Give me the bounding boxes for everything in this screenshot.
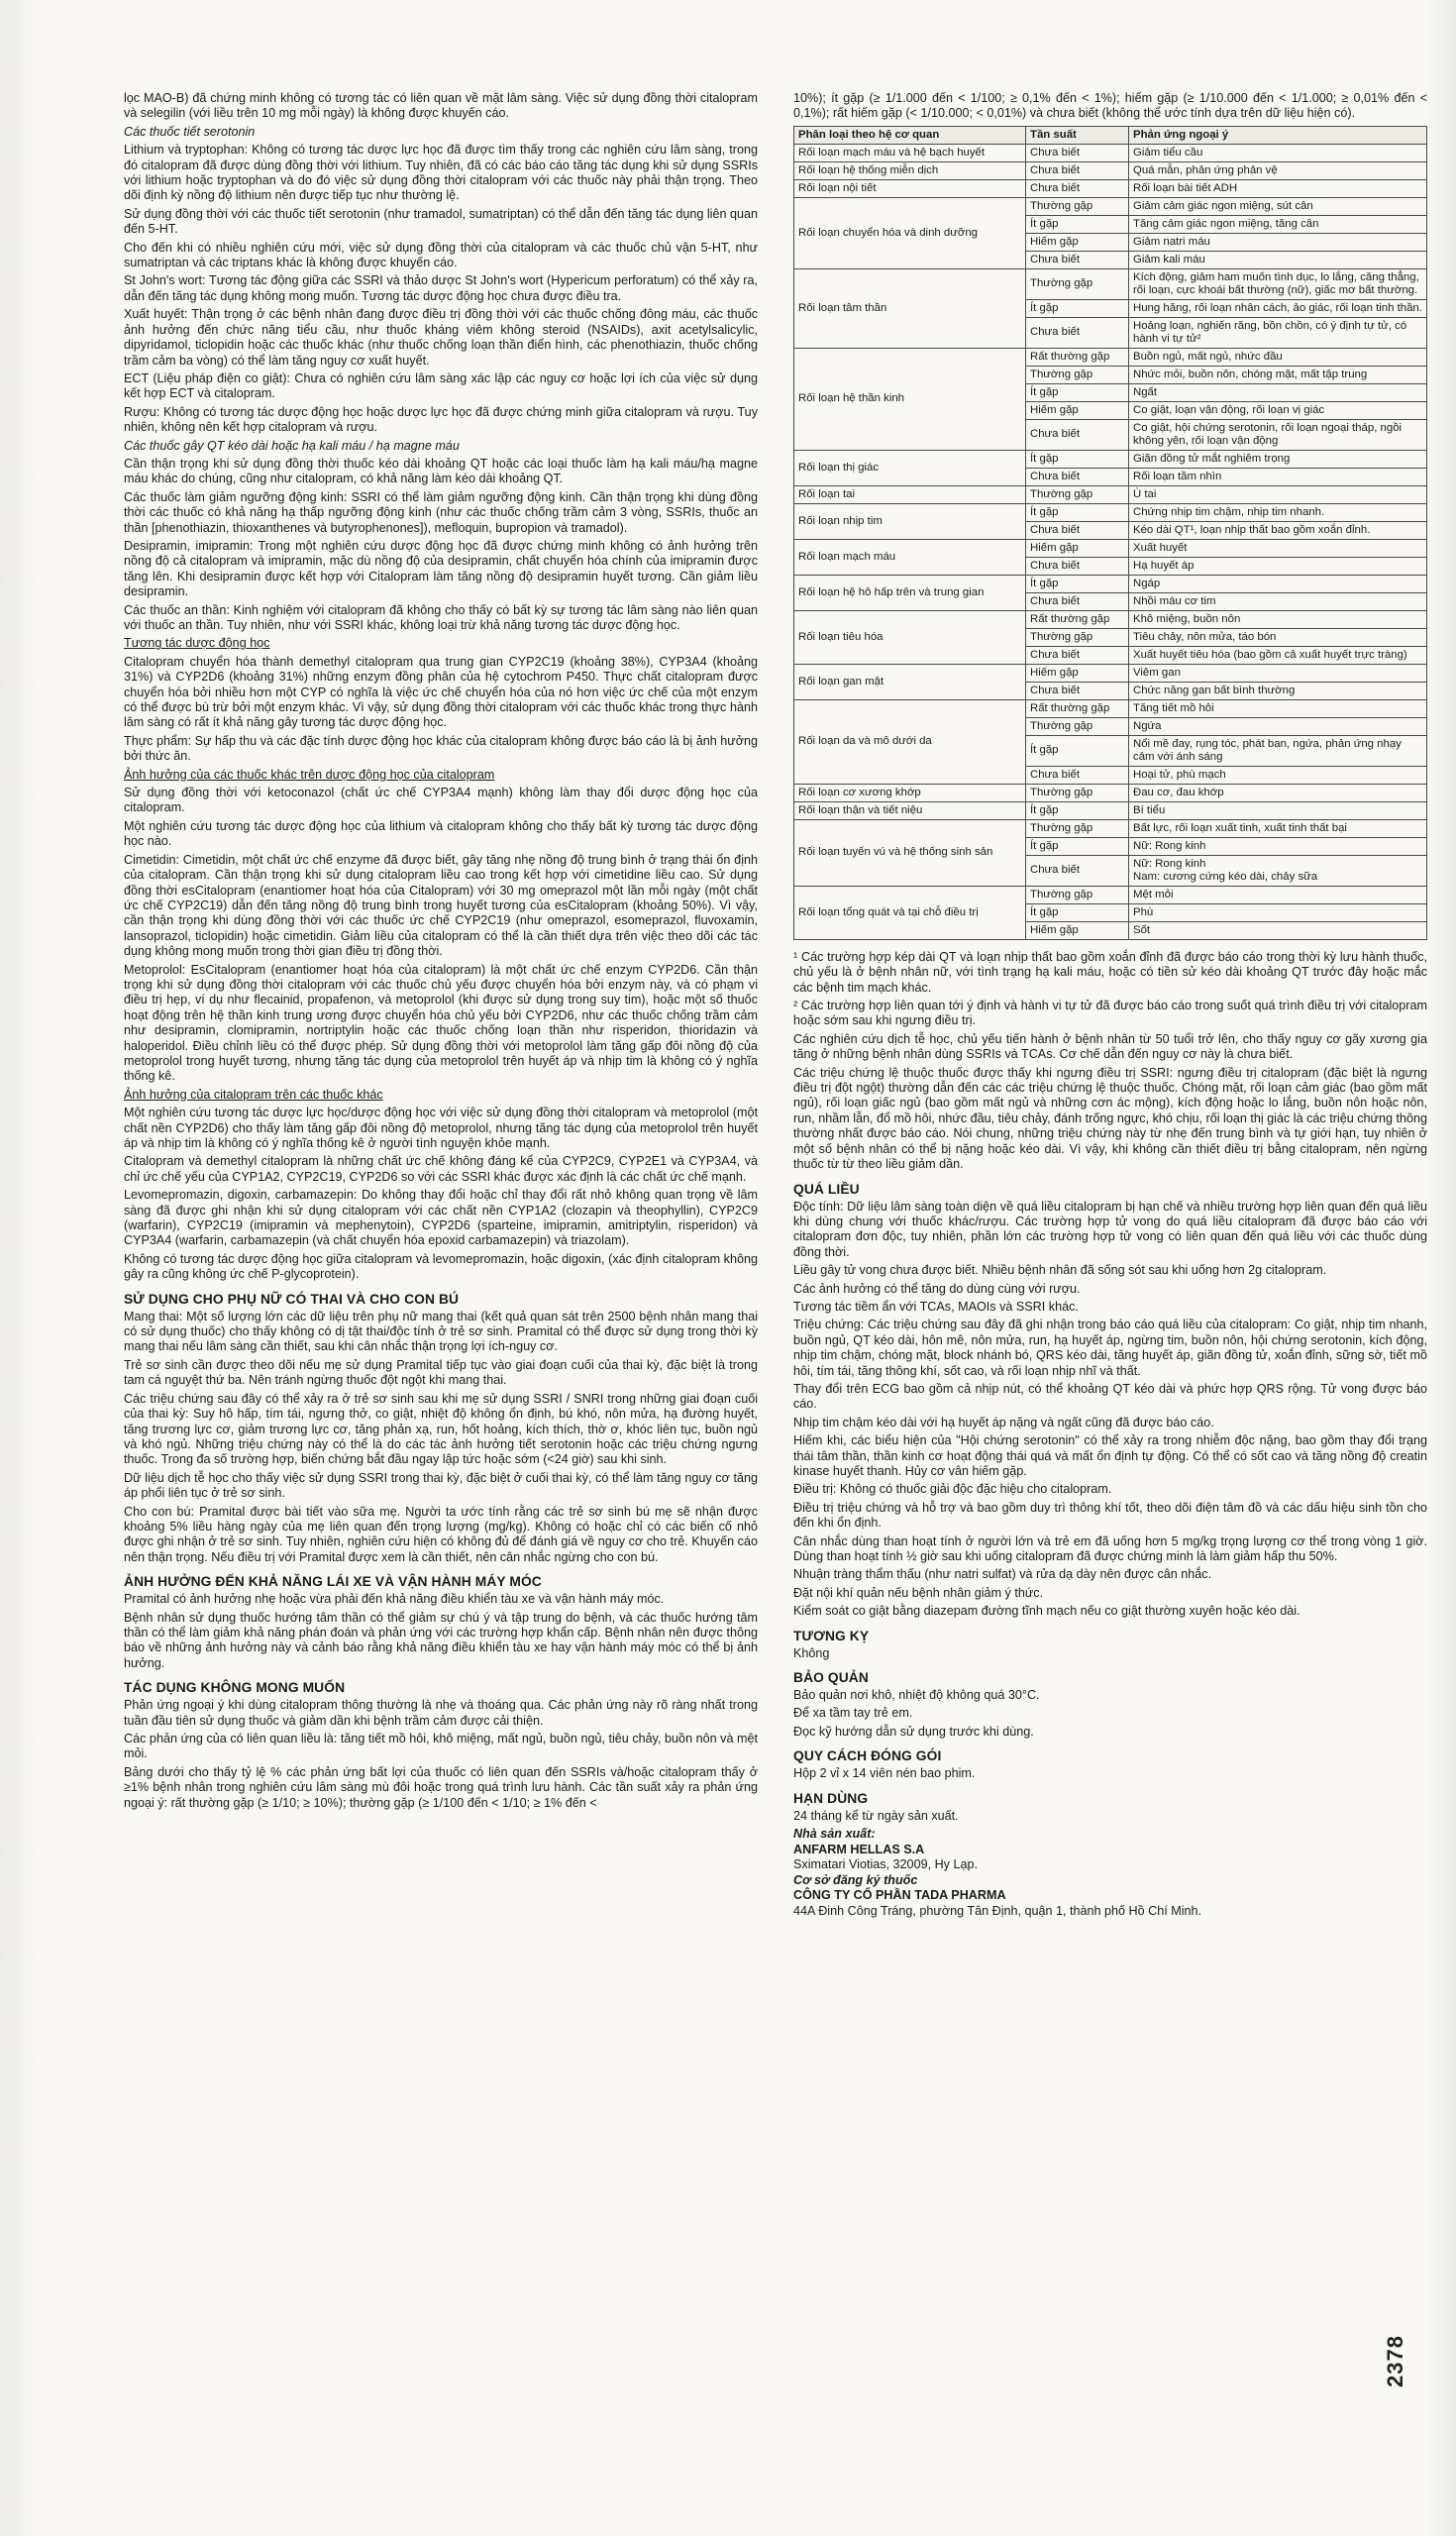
- reaction-cell: Nhồi máu cơ tim: [1129, 592, 1427, 610]
- frequency-cell: Chưa biết: [1026, 419, 1129, 450]
- organ-class-cell: Rối loạn gan mật: [794, 664, 1026, 699]
- table-header-row: [794, 126, 1427, 144]
- frequency-cell: Thường gặp: [1026, 366, 1129, 383]
- reaction-cell: Hoại tử, phù mạch: [1129, 766, 1427, 784]
- frequency-cell: Ít gặp: [1026, 215, 1129, 233]
- frequency-cell: Rất thường gặp: [1026, 348, 1129, 366]
- frequency-cell: Thường gặp: [1026, 819, 1129, 837]
- paragraph: Kiểm soát co giật bằng diazepam đường tĩnh mạch nếu co giật thường xuyên hoặc kéo dài.: [793, 1604, 1300, 1619]
- paragraph: Hiếm khi, các biểu hiện của "Hội chứng serotonin" có thể xảy ra trong nhiễm độc nặng, bao gồm thay đổi trạng thái tâm thần, thần kinh cơ hoạt động thái quá và mất ổn định tự động. Có thể có sốt cao và tăng nồng độ creatin kinase huyết thanh. Hủy cơ vân hiếm gặp.: [793, 1433, 1427, 1478]
- header-reaction: Phản ứng ngoại ý: [1129, 126, 1427, 144]
- reaction-cell: Kéo dài QT¹, loạn nhịp thất bao gồm xoắn đỉnh.: [1129, 521, 1427, 539]
- organ-class-cell: Rối loạn tai: [794, 485, 1026, 503]
- reaction-cell: Rối loạn tầm nhìn: [1129, 468, 1427, 485]
- paragraph: Thực phẩm: Sự hấp thu và các đặc tính dược động học khác của citalopram không được báo cáo là bị ảnh hưởng bởi thức ăn.: [124, 733, 758, 764]
- reaction-cell: Phù: [1129, 903, 1427, 921]
- reaction-cell: Khô miệng, buồn nôn: [1129, 610, 1427, 628]
- organ-class-cell: Rối loạn mạch máu và hệ bạch huyết: [794, 144, 1026, 161]
- paragraph: Không có tương tác dược động học giữa citalopram và levomepromazin, hoặc digoxin, (xác định citalopram không gây ra cũng không ức chế P-glycoprotein).: [124, 1251, 758, 1282]
- reaction-cell: Ngứa: [1129, 717, 1427, 735]
- paragraph: Các triệu chứng lệ thuộc thuốc được thấy khi ngưng điều trị SSRI: ngưng điều trị citalopram (đặc biệt là ngưng điều trị đột ngột) thường dẫn đến các các triệu chứng lệ thuộc thuốc. Chóng mặt, rối loạn cảm giác (bao gồm mất ngủ), rối loạn giấc ngủ (bao gồm mất ngủ và những cơn ác mộng), kích động hoặc lo lắng, buồn nôn hoặc nôn, run, nhầm lẫn, đổ mồ hôi, nhức đầu, tiêu chảy, đánh trống ngực, khó chịu, rối loạn thị giác là các triệu chứng thông thường nhất được báo cáo. Nói chung, những triệu chứng này từ nhẹ đến trung bình và tự giới hạn, tuy nhiên ở một số bệnh nhân có thể bị nặng hoặc kéo dài. Vì vậy, khi không cần thiết điều trị bằng citalopram, nên ngừng thuốc từ từ theo liều giảm dần.: [793, 1065, 1427, 1172]
- paragraph: Các thuốc an thần: Kinh nghiệm với citalopram đã không cho thấy có bất kỳ sự tương tác lâm sàng nào liên quan với thuốc an thần. Tuy nhiên, như với SSRI khác, không loại trừ khả năng tương tác dược động học.: [124, 602, 758, 632]
- frequency-cell: Chưa biết: [1026, 161, 1129, 179]
- frequency-cell: Chưa biết: [1026, 317, 1129, 348]
- reaction-cell: Nổi mề đay, rụng tóc, phát ban, ngứa, phản ứng nhạy cảm với ánh sáng: [1129, 735, 1427, 766]
- organ-class-cell: Rối loạn tổng quát và tại chỗ điều trị: [794, 886, 1026, 939]
- table-row: [794, 819, 1427, 837]
- reaction-cell: Tiêu chảy, nôn mửa, táo bón: [1129, 628, 1427, 646]
- paragraph: Phản ứng ngoại ý khi dùng citalopram thông thường là nhẹ và thoáng qua. Các phản ứng này rõ ràng nhất trong tuần đầu tiên sử dụng thuốc và giảm dần khi bệnh trầm cảm được cải thiện.: [124, 1698, 758, 1728]
- reaction-cell: Rối loạn bài tiết ADH: [1129, 179, 1427, 197]
- frequency-cell: Chưa biết: [1026, 144, 1129, 161]
- paragraph: 24 tháng kể từ ngày sản xuất.: [793, 1808, 959, 1823]
- frequency-cell: Ít gặp: [1026, 801, 1129, 819]
- two-columns: [124, 91, 1427, 2486]
- table-row: [794, 801, 1427, 819]
- underlined-subheading: Tương tác dược động học: [124, 636, 270, 651]
- frequency-cell: Rất thường gặp: [1026, 610, 1129, 628]
- paragraph: Nhuận tràng thẩm thấu (như natri sulfat) và rửa dạ dày nên được cân nhắc.: [793, 1567, 1212, 1582]
- table-row: [794, 699, 1427, 717]
- organ-class-cell: Rối loạn hệ thần kinh: [794, 348, 1026, 450]
- right-column: [793, 91, 1427, 2486]
- reaction-cell: Giảm kali máu: [1129, 251, 1427, 268]
- table-row: [794, 610, 1427, 628]
- frequency-cell: Thường gặp: [1026, 784, 1129, 801]
- paragraph: Pramital có ảnh hưởng nhẹ hoặc vừa phải đến khả năng điều khiển tàu xe và vận hành máy móc.: [124, 1592, 665, 1607]
- reaction-cell: Sốt: [1129, 921, 1427, 939]
- paragraph: Hộp 2 vỉ x 14 viên nén bao phim.: [793, 1766, 976, 1781]
- table-row: [794, 161, 1427, 179]
- table-footnote: ¹ Các trường hợp kép dài QT và loạn nhịp thất bao gồm xoắn đỉnh đã được báo cáo trong thời kỳ lưu hành thuốc, chủ yếu là ở bệnh nhân nữ, với tình trạng hạ kali máu, hoặc có tiền sử kéo dài khoảng QT trước đây hoặc mắc các bệnh tim mạch khác.: [793, 949, 1427, 995]
- frequency-cell: Chưa biết: [1026, 592, 1129, 610]
- paragraph: Cho con bú: Pramital được bài tiết vào sữa mẹ. Người ta ước tính rằng các trẻ sơ sinh bú mẹ sẽ nhận được khoảng 5% liều hàng ngày của mẹ liên quan đến trọng lượng (mg/kg). Không có hoặc chỉ có các biến cố nhỏ được ghi nhận ở trẻ sơ sinh. Tuy nhiên, nghiên cứu hiện có không đủ để đánh giá về nguy cơ cho trẻ. Khuyến cáo nên thận trọng. Nếu điều trị với Pramital được xem là cần thiết, nên cân nhắc ngừng cho con bú.: [124, 1504, 758, 1564]
- reaction-cell: Mệt mỏi: [1129, 886, 1427, 903]
- paragraph: St John's wort: Tương tác động giữa các SSRI và thảo dược St John's wort (Hypericum perforatum) có thể xảy ra, dẫn đến tăng tác dụng không mong muốn. Tương tác dược động học chưa được điều tra.: [124, 273, 758, 303]
- paragraph: Dữ liệu dịch tễ học cho thấy việc sử dụng SSRI trong thai kỳ, đặc biệt ở cuối thai kỳ, có thể làm tăng nguy cơ tăng áp phổi liên tục ở trẻ sơ sinh.: [124, 1470, 758, 1501]
- paragraph: Cân nhắc dùng than hoạt tính ở người lớn và trẻ em đã uống hơn 5 mg/kg trọng lượng cơ thể trong vòng 1 giờ. Dùng than hoạt tính ½ giờ sau khi uống citalopram đã được chứng minh là làm giảm hấp thu 50%.: [793, 1533, 1427, 1564]
- registrant-label: Cơ sở đăng ký thuốc: [793, 1872, 918, 1887]
- table-row: [794, 268, 1427, 299]
- reaction-cell: Ngáp: [1129, 575, 1427, 592]
- frequency-cell: Chưa biết: [1026, 766, 1129, 784]
- reaction-cell: Ù tai: [1129, 485, 1427, 503]
- manufacturer-address: Sximatari Viotias, 32009, Hy Lạp.: [793, 1857, 978, 1872]
- reaction-cell: Giảm tiểu cầu: [1129, 144, 1427, 161]
- section-heading: HẠN DÙNG: [793, 1790, 869, 1806]
- frequency-cell: Ít gặp: [1026, 735, 1129, 766]
- paragraph: Bệnh nhân sử dụng thuốc hướng tâm thần có thể giảm sự chú ý và tập trung do bệnh, và các thuốc hướng tâm thần có thể làm giảm khả năng phán đoán và phản ứng với các trường hợp khẩn cấp. Bệnh nhân nên được thông báo về những ảnh hưởng này và cảnh báo rằng khả năng điều khiển tàu xe hay vận hành máy móc có thể bị ảnh hưởng.: [124, 1610, 758, 1670]
- paragraph: Citalopram và demethyl citalopram là những chất ức chế không đáng kể của CYP2C9, CYP2E1 và CYP3A4, và chỉ ức chế yếu của CYP1A2, CYP2C19, CYP2D6 so với các SSRI khác được xác định là các chất ức chế mạnh.: [124, 1154, 758, 1184]
- paragraph: Trẻ sơ sinh cần được theo dõi nếu mẹ sử dụng Pramital tiếp tục vào giai đoạn cuối của thai kỳ, đặc biệt là trong tam cá nguyệt thứ ba. Nên tránh ngừng thuốc đột ngột khi mang thai.: [124, 1357, 758, 1388]
- reaction-cell: Hạ huyết áp: [1129, 557, 1427, 575]
- frequency-cell: Thường gặp: [1026, 268, 1129, 299]
- reaction-cell: Ngất: [1129, 383, 1427, 401]
- paragraph: Xuất huyết: Thận trọng ở các bệnh nhân đang được điều trị đồng thời với các thuốc chống đông máu, các thuốc ảnh hưởng đến chức năng tiểu cầu, như thuốc kháng viêm không steroid (NSAIDs), axit acetylsalicylic, dipyridamol, ticlopidin hoặc các thuốc khác (như thuốc chống loạn thần điển hình, các phenothiazin, thuốc chống trầm cảm ba vòng) có thể làm tăng nguy cơ xuất huyết.: [124, 307, 758, 368]
- frequency-cell: Chưa biết: [1026, 251, 1129, 268]
- table-row: [794, 886, 1427, 903]
- reaction-cell: Chức năng gan bất bình thường: [1129, 682, 1427, 699]
- reaction-cell: Tăng tiết mồ hôi: [1129, 699, 1427, 717]
- organ-class-cell: Rối loạn thị giác: [794, 450, 1026, 485]
- paragraph: Bảo quản nơi khô, nhiệt độ không quá 30°C.: [793, 1688, 1040, 1703]
- frequency-cell: Ít gặp: [1026, 903, 1129, 921]
- table-row: [794, 664, 1427, 682]
- frequency-cell: Hiếm gặp: [1026, 921, 1129, 939]
- reaction-cell: Co giật, hội chứng serotonin, rối loạn ngoại tháp, ngồi không yên, rối loạn vận động: [1129, 419, 1427, 450]
- section-heading: TÁC DỤNG KHÔNG MONG MUỐN: [124, 1680, 346, 1696]
- paragraph: ECT (Liệu pháp điện co giật): Chưa có nghiên cứu lâm sàng xác lập các nguy cơ hoặc lợi ích của việc sử dụng kết hợp ECT và citalopram.: [124, 370, 758, 401]
- paragraph: Liều gây tử vong chưa được biết. Nhiều bệnh nhân đã sống sót sau khi uống hơn 2g citalopram.: [793, 1263, 1327, 1278]
- paragraph: Điều trị: Không có thuốc giải độc đặc hiệu cho citalopram.: [793, 1482, 1112, 1497]
- table-row: [794, 784, 1427, 801]
- manufacturer-label: Nhà sản xuất:: [793, 1827, 876, 1842]
- table-row: [794, 197, 1427, 215]
- reaction-cell: Giảm natri máu: [1129, 233, 1427, 251]
- paragraph: Thay đổi trên ECG bao gồm cả nhịp nút, có thể khoảng QT kéo dài và phức hợp QRS rộng. Tử vong được báo cáo.: [793, 1381, 1427, 1412]
- paragraph: Độc tính: Dữ liệu lâm sàng toàn diện về quá liều citalopram bị hạn chế và nhiều trường hợp liên quan đến quá liều khi dùng chung với thuốc khác/rượu. Các trường hợp tử vong do quá liều citalopram đã được báo cáo với citalopram đơn độc, tuy nhiên, phần lớn các trường hợp tử vong có liên quan đến quá liều với các thuốc dùng đồng thời.: [793, 1199, 1427, 1259]
- underlined-subheading: Ảnh hưởng của các thuốc khác trên dược động học của citalopram: [124, 767, 495, 782]
- paragraph: Điều trị triệu chứng và hỗ trợ và bao gồm duy trì thông khí tốt, theo dõi điện tâm đồ và các dấu hiệu sinh tồn cho đến khi ổn định.: [793, 1500, 1427, 1531]
- paragraph: Các nghiên cứu dịch tễ học, chủ yếu tiến hành ở bệnh nhân từ 50 tuổi trở lên, cho thấy nguy cơ gãy xương gia tăng ở những bệnh nhân dùng SSRIs và TCAs. Cơ chế dẫn đến nguy cơ này là chưa biết.: [793, 1031, 1427, 1062]
- table-row: [794, 179, 1427, 197]
- paragraph: Desipramin, imipramin: Trong một nghiên cứu dược động học đã được chứng minh không có ảnh hưởng trên nồng độ cả citalopram và imipramin, mặc dù nồng độ của desipramin, chất chuyển hóa chính của imipramin được tăng lên. Khi desipramin được kết hợp với Citalopram làm tăng nồng độ desipramin huyết tương. Cần giảm liều desipramin.: [124, 538, 758, 599]
- reaction-cell: Xuất huyết: [1129, 539, 1427, 557]
- paragraph: Sử dụng đồng thời với ketoconazol (chất ức chế CYP3A4 mạnh) không làm thay đổi dược động học của citalopram.: [124, 786, 758, 815]
- frequency-cell: Rất thường gặp: [1026, 699, 1129, 717]
- paragraph: Metoprolol: EsCitalopram (enantiomer hoạt hóa của citalopram) là một chất ức chế enzym CYP2D6. Cần thận trọng khi sử dụng đồng thời citalopram với các thuốc chủ yếu được chuyển hóa bởi enzym này, và có phạm vi điều trị hẹp, ví dụ như flecainid, propafenon, và metoprolol (khi được sử dụng trong suy tim), hoặc một số thuốc hoạt động trên hệ thần kinh trung ương được chuyển hóa chủ yếu bởi CYP2D6, như các thuốc chống trầm cảm như desipramin, clomipramin, nortriptylin hoặc các thuốc chống loạn thần như risperidon, thioridazin và haloperidol. Điều chỉnh liều có thể được phép. Sử dụng đồng thời với metoprolol làm tăng gấp đôi nồng độ của metoprolol trong huyết tương, nhưng tăng tác dụng của metoprolol trên huyết áp và nhịp tim là không có ý nghĩa thống kê.: [124, 962, 758, 1084]
- reaction-cell: Kích động, giảm ham muốn tình dục, lo lắng, căng thẳng, rối loạn, cực khoái bất thường (nữ), giấc mơ bất thường.: [1129, 268, 1427, 299]
- organ-class-cell: Rối loạn tâm thần: [794, 268, 1026, 348]
- frequency-cell: Chưa biết: [1026, 646, 1129, 664]
- frequency-cell: Hiếm gặp: [1026, 401, 1129, 419]
- paragraph: Levomepromazin, digoxin, carbamazepin: Do không thay đổi hoặc chỉ thay đổi rất nhỏ không quan trọng về lâm sàng đã được ghi nhận khi sử dụng citalopram với các chất nền CYP1A2 (clozapin và theophyllin), CYP2C9 (warfarin), CYP2C19 (imipramin và mephenytoin), CYP2D6 (sparteine, imipramin, amitriptylin, risperidon) và CYP3A4 (warfarin, carbamazepin (và chất chuyển hóa epoxid carbamazepin) và triazolam).: [124, 1188, 758, 1248]
- reaction-cell: Viêm gan: [1129, 664, 1427, 682]
- organ-class-cell: Rối loạn da và mô dưới da: [794, 699, 1026, 784]
- paragraph: Citalopram chuyển hóa thành demethyl citalopram qua trung gian CYP2C19 (khoảng 38%), CYP3A4 (khoảng 31%) và CYP2D6 (khoảng 31%) những enzym đồng phân của hệ cytochrom P450. Thực chất citalopram được chuyển hóa bởi nhiều hơn một CYP có nghĩa là việc ức chế chuyển hóa của nó hơn việc ức chế của một enzym có thể được bù trừ bởi một enzym khác. Vì vậy, sử dụng đồng thời citalopram với các thuốc khác trong thực hành lâm sàng có rất ít khả năng gây tương tác dược động học.: [124, 654, 758, 730]
- table-row: [794, 503, 1427, 521]
- paragraph: Các triệu chứng sau đây có thể xảy ra ở trẻ sơ sinh sau khi mẹ sử dụng SSRI / SNRI trong những giai đoạn cuối của thai kỳ: Suy hô hấp, tím tái, ngưng thở, co giật, nhiệt độ không ổn định, bú khó, nôn mửa, hạ đường huyết, tăng trương lực cơ, giảm trương lực cơ, tăng phản xạ, run, hốt hoảng, kích thích, thờ ơ, khóc liên tục, buồn ngủ và khó ngủ. Những triệu chứng này có thể là do các tác ảnh hưởng tiết serotonin hoặc các triệu chứng ngưng thuốc. Trong đa số trường hợp, biến chứng bắt đầu ngay lập tức hoặc sớm (<24 giờ) sau khi sinh.: [124, 1391, 758, 1467]
- organ-class-cell: Rối loạn tiêu hóa: [794, 610, 1026, 664]
- table-row: [794, 450, 1427, 468]
- organ-class-cell: Rối loạn hệ thống miễn dịch: [794, 161, 1026, 179]
- organ-class-cell: Rối loạn hệ hô hấp trên và trung gian: [794, 575, 1026, 610]
- paragraph: lọc MAO-B) đã chứng minh không có tương tác có liên quan về mặt lâm sàng. Việc sử dụng đồng thời citalopram và selegilin (với liều trên 10 mg mỗi ngày) là không được khuyến cáo.: [124, 91, 758, 121]
- section-heading: BẢO QUẢN: [793, 1670, 869, 1686]
- paragraph: Cho đến khi có nhiều nghiên cứu mới, việc sử dụng đồng thời của citalopram và các thuốc chủ vận 5-HT, như sumatriptan và các triptans khác là không được khuyến cáo.: [124, 240, 758, 270]
- paragraph: Lithium và tryptophan: Không có tương tác dược lực học đã được tìm thấy trong các nghiên cứu lâm sàng, trong đó citalopram đã được dùng đồng thời với lithium. Tuy nhiên, đã có các báo cáo tăng tác dụng khi sử dụng SSRIs với lithium hoặc tryptophan và do đó việc sử dụng đồng thời citalopram với các thuốc này phải thận trọng. Theo dõi định kỳ nồng độ lithium nên được tiếp tục như thường lệ.: [124, 143, 758, 203]
- frequency-cell: Thường gặp: [1026, 628, 1129, 646]
- reaction-cell: Buồn ngủ, mất ngủ, nhức đầu: [1129, 348, 1427, 366]
- organ-class-cell: Rối loạn mạch máu: [794, 539, 1026, 575]
- adverse-reactions-table: [793, 126, 1427, 940]
- reaction-cell: Nữ: Rong kinh Nam: cương cứng kéo dài, chảy sữa: [1129, 855, 1427, 886]
- table-row: [794, 485, 1427, 503]
- registrant-name: CÔNG TY CỔ PHẦN TADA PHARMA: [793, 1888, 1006, 1903]
- reaction-cell: Bí tiểu: [1129, 801, 1427, 819]
- table-row: [794, 348, 1427, 366]
- reaction-cell: Tăng cảm giác ngon miệng, tăng cân: [1129, 215, 1427, 233]
- organ-class-cell: Rối loạn thận và tiết niệu: [794, 801, 1026, 819]
- paragraph: Bảng dưới cho thấy tỷ lệ % các phản ứng bất lợi của thuốc có liên quan đến SSRIs và/hoặc citalopram thấy ở ≥1% bệnh nhân trong nghiên cứu lâm sàng mù đôi hoặc trong quá trình lưu hành. Các tần suất xảy ra phản ứng ngoại ý: rất thường gặp (≥ 1/10; ≥ 10%); thường gặp (≥ 1/100 đến < 1/10; ≥ 1% đến <: [124, 1764, 758, 1810]
- frequency-definition: 10%); ít gặp (≥ 1/1.000 đến < 1/100; ≥ 0,1% đến < 1%); hiếm gặp (≥ 1/10.000 đến < 1/1.000; ≥ 0,01% đến < 0,1%); rất hiếm gặp (< 1/10.000; < 0,01%) và chưa biết (không thể ước tính dựa trên dữ liệu hiện có).: [793, 91, 1427, 121]
- underlined-subheading: Ảnh hưởng của citalopram trên các thuốc khác: [124, 1087, 383, 1102]
- frequency-cell: Thường gặp: [1026, 485, 1129, 503]
- table-row: [794, 144, 1427, 161]
- paragraph: Các phản ứng của có liên quan liều là: tăng tiết mồ hôi, khô miệng, mất ngủ, buồn ngủ, tiêu chảy, buồn nôn và mệt mỏi.: [124, 1732, 758, 1761]
- organ-class-cell: Rối loạn nhịp tim: [794, 503, 1026, 539]
- paragraph: Tương tác tiềm ẩn với TCAs, MAOIs và SSRI khác.: [793, 1299, 1079, 1314]
- paragraph: Không: [793, 1645, 830, 1660]
- subheading: Các thuốc tiết serotonin: [124, 124, 256, 139]
- paragraph: Rượu: Không có tương tác dược động học hoặc dược lực học đã được chứng minh giữa citalopram và rượu. Tuy nhiên, không nên kết hợp citalopram và rượu.: [124, 404, 758, 435]
- organ-class-cell: Rối loạn nội tiết: [794, 179, 1026, 197]
- frequency-cell: Chưa biết: [1026, 682, 1129, 699]
- frequency-cell: Chưa biết: [1026, 855, 1129, 886]
- header-frequency: Tần suất: [1026, 126, 1129, 144]
- frequency-cell: Thường gặp: [1026, 197, 1129, 215]
- frequency-cell: Chưa biết: [1026, 521, 1129, 539]
- reaction-cell: Quá mẫn, phản ứng phản vệ: [1129, 161, 1427, 179]
- frequency-cell: Ít gặp: [1026, 575, 1129, 592]
- frequency-cell: Chưa biết: [1026, 557, 1129, 575]
- left-column: [124, 91, 758, 2486]
- frequency-cell: Thường gặp: [1026, 886, 1129, 903]
- section-heading: TƯƠNG KỴ: [793, 1628, 870, 1643]
- organ-class-cell: Rối loạn tuyến vú và hệ thống sinh sản: [794, 819, 1026, 886]
- reaction-cell: Hoảng loạn, nghiến răng, bồn chồn, có ý định tự tử, có hành vi tự tử²: [1129, 317, 1427, 348]
- paragraph: Một nghiên cứu tương tác dược động học của lithium và citalopram không cho thấy bất kỳ tương tác dược động học nào.: [124, 818, 758, 849]
- paragraph: Để xa tầm tay trẻ em.: [793, 1706, 913, 1721]
- paragraph: Sử dụng đồng thời với các thuốc tiết serotonin (như tramadol, sumatriptan) có thể dẫn đến tăng tác dụng liên quan đến 5-HT.: [124, 206, 758, 237]
- frequency-cell: Ít gặp: [1026, 837, 1129, 855]
- frequency-cell: Ít gặp: [1026, 450, 1129, 468]
- leaflet-code: 2378: [1383, 2335, 1407, 2387]
- reaction-cell: Nữ: Rong kinh: [1129, 837, 1427, 855]
- organ-class-cell: Rối loạn chuyển hóa và dinh dưỡng: [794, 197, 1026, 268]
- frequency-cell: Hiếm gặp: [1026, 664, 1129, 682]
- frequency-cell: Chưa biết: [1026, 179, 1129, 197]
- paragraph: Cần thận trọng khi sử dụng đồng thời thuốc kéo dài khoảng QT hoặc các loại thuốc làm hạ kali máu/hạ magne máu khác do chúng, cũng như citalopram, có khả năng làm kéo dài khoảng QT.: [124, 456, 758, 486]
- reaction-cell: Xuất huyết tiêu hóa (bao gồm cả xuất huyết trực tràng): [1129, 646, 1427, 664]
- frequency-cell: Ít gặp: [1026, 299, 1129, 317]
- frequency-cell: Chưa biết: [1026, 468, 1129, 485]
- manufacturer-name: ANFARM HELLAS S.A: [793, 1842, 925, 1856]
- section-heading: QUÁ LIỀU: [793, 1181, 860, 1197]
- reaction-cell: Bất lực, rối loạn xuất tinh, xuất tinh thất bại: [1129, 819, 1427, 837]
- reaction-cell: Đau cơ, đau khớp: [1129, 784, 1427, 801]
- reaction-cell: Co giật, loạn vận động, rối loạn vị giác: [1129, 401, 1427, 419]
- reaction-cell: Hung hăng, rối loạn nhân cách, ảo giác, rối loạn tinh thần.: [1129, 299, 1427, 317]
- paragraph: Mang thai: Một số lượng lớn các dữ liệu trên phụ nữ mang thai (kết quả quan sát trên 2500 bệnh nhân mang thai có sử dụng thuốc) cho thấy không có dị tật thai/độc tính ở trẻ sơ sinh. Pramital có thể được sử dụng trong thời kỳ mang thai nếu lâm sàng cần thiết, sau khi cân nhắc thận trọng lợi ích-nguy cơ.: [124, 1309, 758, 1354]
- reaction-cell: Giãn đồng tử mắt nghiêm trọng: [1129, 450, 1427, 468]
- frequency-cell: Ít gặp: [1026, 503, 1129, 521]
- paragraph: Một nghiên cứu tương tác dược lực học/dược động học với việc sử dụng đồng thời citalopram và metoprolol (một chất nền CYP2D6) cho thấy làm tăng gấp đôi nồng độ metoprolol, nhưng tăng tác dụng của metoprolol trên huyết áp và nhịp tim là không có ý nghĩa thống kê ở người tình nguyện khỏe mạnh.: [124, 1106, 758, 1150]
- header-organ: Phân loại theo hệ cơ quan: [794, 126, 1026, 144]
- section-heading: ẢNH HƯỞNG ĐẾN KHẢ NĂNG LÁI XE VÀ VẬN HÀNH MÁY MÓC: [124, 1574, 542, 1590]
- section-heading: QUY CÁCH ĐÓNG GÓI: [793, 1748, 942, 1764]
- frequency-cell: Thường gặp: [1026, 717, 1129, 735]
- paragraph: Các thuốc làm giảm ngưỡng động kinh: SSRI có thể làm giảm ngưỡng động kinh. Cần thận trọng khi dùng đồng thời các thuốc có khả năng hạ thấp ngưỡng động kinh (như các thuốc chống trầm cảm 3 vòng, SSRIs, thuốc an thần [phenothiazin, thioxanthenes và butyrophenones]), mefloquin, bupropion và tramadol).: [124, 489, 758, 535]
- reaction-cell: Chứng nhịp tim chậm, nhịp tim nhanh.: [1129, 503, 1427, 521]
- registrant-address: 44A Đinh Công Tráng, phường Tân Định, quận 1, thành phố Hồ Chí Minh.: [793, 1904, 1202, 1919]
- paragraph: Cimetidin: Cimetidin, một chất ức chế enzyme đã được biết, gây tăng nhẹ nồng độ trung bình ở trạng thái ổn định của citalopram. Cần thận trọng khi sử dụng citalopram liều cao trong kết hợp với cimetidine liều cao. Sử dụng đồng thời esCitalopram (enantiomer hoạt hóa của Citalopram) với 30 mg omeprazol một lần mỗi ngày (một chất ức chế CYP2C19) dẫn đến tăng nồng độ trung bình trong huyết tương của esCitalopram (khoảng 50%). Vì vậy, cần thận trọng khi dùng đồng thời với các thuốc ức chế CYP2C19 (như omeprazol, esomeprazol, fluvoxamin, lansoprazol, ticlopidin) hoặc cimetidin. Giảm liều của citalopram có thể là cần thiết dựa trên việc theo dõi các tác dụng không mong muốn trong thời gian điều trị đồng thời.: [124, 852, 758, 959]
- paragraph: Đặt nội khí quản nếu bệnh nhân giảm ý thức.: [793, 1585, 1044, 1600]
- subheading: Các thuốc gây QT kéo dài hoặc hạ kali máu / hạ magne máu: [124, 438, 460, 453]
- right-text-blocks: [793, 950, 1427, 1824]
- reaction-cell: Giảm cảm giác ngon miệng, sút cân: [1129, 197, 1427, 215]
- manufacturer-block: [793, 1827, 1427, 1920]
- frequency-cell: Ít gặp: [1026, 383, 1129, 401]
- frequency-cell: Hiếm gặp: [1026, 233, 1129, 251]
- section-heading: SỬ DỤNG CHO PHỤ NỮ CÓ THAI VÀ CHO CON BÚ: [124, 1291, 460, 1307]
- table-body: [794, 144, 1427, 939]
- table-row: [794, 575, 1427, 592]
- paragraph: Triệu chứng: Các triệu chứng sau đây đã ghi nhận trong báo cáo quá liều của citalopram: Co giật, nhịp tim nhanh, buồn ngủ, QT kéo dài, hôn mê, nôn mửa, run, hạ huyết áp, ngừng tim, buồn nôn, hội chứng serotonin, kích động, nhịp tim chậm, chóng mặt, block nhánh bó, QRS kéo dài, tăng huyết áp, giãn đồng tử, xoắn đỉnh, sững sờ, tiết mồ hôi, tím tái, tăng thông khí, sốt cao, và rối loạn nhịp nhĩ và thất.: [793, 1318, 1427, 1378]
- table-footnote: ² Các trường hợp liên quan tới ý định và hành vi tự tử đã được báo cáo trong suốt quá trình điều trị với citalopram hoặc sớm sau khi ngưng điều trị.: [793, 999, 1427, 1028]
- table-row: [794, 539, 1427, 557]
- paragraph: Các ảnh hưởng có thể tăng do dùng cùng với rượu.: [793, 1281, 1081, 1296]
- frequency-cell: Hiếm gặp: [1026, 539, 1129, 557]
- paragraph: Đọc kỹ hướng dẫn sử dụng trước khi dùng.: [793, 1724, 1034, 1739]
- paragraph: Nhịp tim chậm kéo dài với hạ huyết áp nặng và ngất cũng đã được báo cáo.: [793, 1415, 1214, 1429]
- reaction-cell: Nhức mỏi, buồn nôn, chóng mặt, mất tập trung: [1129, 366, 1427, 383]
- organ-class-cell: Rối loạn cơ xương khớp: [794, 784, 1026, 801]
